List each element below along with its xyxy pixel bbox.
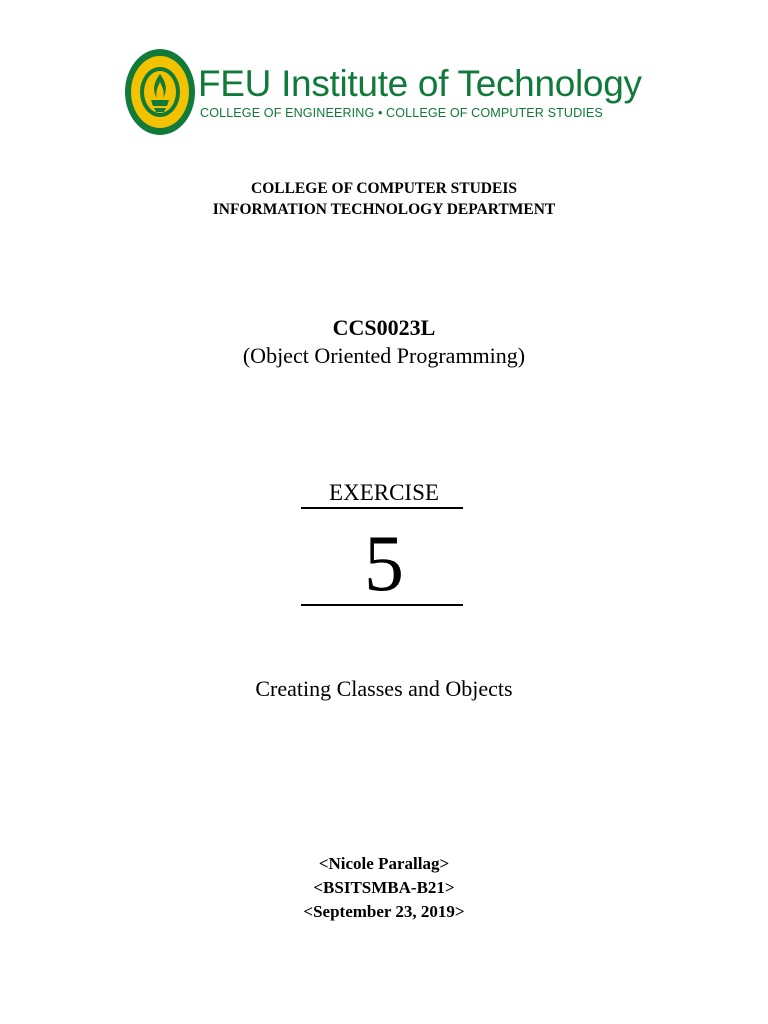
course-name: (Object Oriented Programming) — [242, 343, 526, 368]
department-heading — [0, 178, 768, 220]
college-line: COLLEGE OF COMPUTER STUDEIS — [251, 180, 517, 197]
student-info — [0, 852, 768, 924]
student-name: <Nicole Parallag> — [318, 854, 450, 873]
exercise-label: EXERCISE — [329, 480, 439, 505]
course-code: CCS0023L — [332, 315, 436, 340]
student-section: <BSITSMBA-B21> — [313, 878, 455, 897]
exercise-topic: Creating Classes and Objects — [255, 676, 513, 701]
institution-name: FEU Institute of Technology — [198, 63, 642, 104]
submission-date: <September 23, 2019> — [303, 902, 465, 921]
exercise-number: 5 — [364, 520, 404, 608]
exercise-top-rule — [301, 507, 463, 509]
institution-header — [124, 48, 642, 136]
feu-seal-logo — [124, 48, 196, 136]
exercise-bottom-rule — [301, 604, 463, 606]
institution-colleges: COLLEGE OF ENGINEERING • COLLEGE OF COMPUTER STUDIES — [200, 106, 603, 120]
department-line: INFORMATION TECHNOLOGY DEPARTMENT — [212, 201, 556, 218]
